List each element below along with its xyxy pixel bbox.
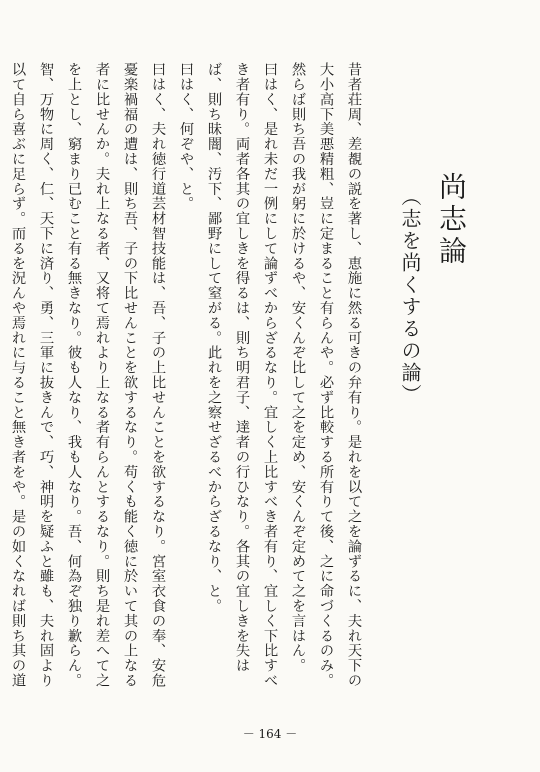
page-title: 尚志論	[435, 172, 468, 268]
page-number: － 164 －	[242, 727, 298, 741]
title-block	[396, 172, 471, 406]
paragraph: 曰はく、是れ未だ一例にして論ずべからざるなり。宜しく上比すべき者有り、宜しく下比すべき者有り。両者各其の宜しきを得るは、則ち明君子、達者の行ひなり。各其の宜しきを失はば、則ち昧闇、汚下、鄙野にして窒がる。此れを之察せざるべからざるなり、と。	[206, 62, 278, 688]
body-text	[8, 62, 368, 702]
paragraph: 曰はく、夫れ徳行道芸材智技能は、吾、子の上比せんことを欲するなり。宮室衣食の奉、安危憂楽禍福の遭は、則ち吾、子の下比せんことを欲するなり。苟くも能く徳に於いて其の上なる者に比せんか。夫れ上なる者、又将て焉れより上なる者有らんとするなり。則ち是れ差へて之を上とし、窮まり已むこと有る無きなり。彼も人なり、我も人なり。吾、何為ぞ独り歉らん。智、万物に周く、仁、天下に済り、勇、三軍に抜きんで、巧、神明を疑ふと雖も、夫れ固より以て自ら喜ぶに足らず。而るを況んや焉れに与ること無き者をや。是の如くなれば則ち其の道	[10, 62, 166, 688]
paragraph: 曰はく、何ぞや、と。	[178, 62, 194, 211]
paragraph: 昔者荘周、差覩の説を著し、恵施に然る可きの弁有り。是れを以て之を論ずるに、夫れ天下の大小高下美悪精粗、豈に定まること有らんや。必ず比較する所有りて後、之に命づくるのみ。然らば則ち吾の我が躬に於けるや、安くんぞ比して之を定め、安くんぞ定めて之を言はん。	[290, 62, 362, 688]
page-subtitle: （志を尚くするの論）	[398, 186, 422, 406]
